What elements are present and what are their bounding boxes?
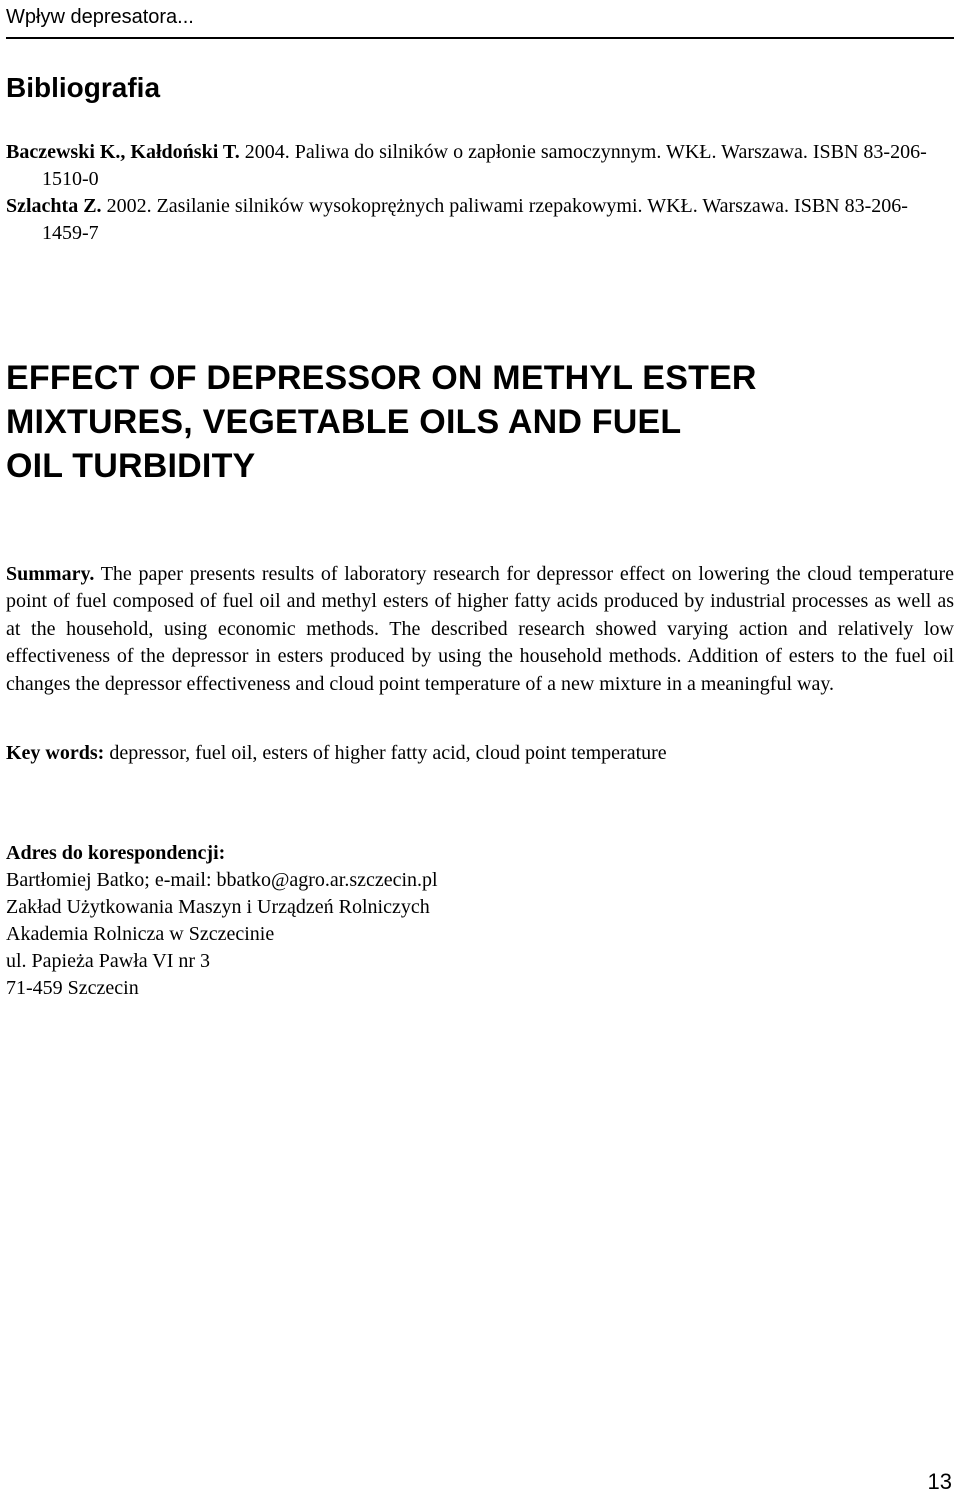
- correspondence-line: Zakład Użytkowania Maszyn i Urządzeń Rolniczych: [6, 896, 430, 918]
- correspondence-label: Adres do korespondencji:: [6, 842, 226, 864]
- bibliography-list: [6, 139, 954, 247]
- bibliography-details: 2004. Paliwa do silników o zapłonie samoczynnym. WKŁ. Warszawa. ISBN 83-206-1510-0: [42, 141, 927, 190]
- bibliography-entry: [6, 193, 954, 247]
- keywords-paragraph: [6, 740, 954, 767]
- correspondence-line: Akademia Rolnicza w Szczecinie: [6, 923, 275, 945]
- keywords-label: Key words:: [6, 742, 105, 764]
- keywords-text: depressor, fuel oil, esters of higher fatty acid, cloud point temperature: [109, 742, 667, 764]
- paper-title-line: OIL TURBIDITY: [6, 447, 256, 485]
- bibliography-authors: Szlachta Z.: [6, 195, 102, 217]
- summary-label: Summary.: [6, 563, 95, 585]
- bibliography-entry: [6, 139, 954, 193]
- bibliography-authors: Baczewski K., Kałdoński T.: [6, 141, 240, 163]
- paper-title-line: MIXTURES, VEGETABLE OILS AND FUEL: [6, 403, 682, 441]
- header-rule: [6, 37, 954, 39]
- running-header: Wpływ depresatora...: [6, 6, 194, 28]
- page-number: 13: [927, 1469, 952, 1494]
- bibliography-heading: Bibliografia: [6, 72, 161, 103]
- summary-paragraph: [6, 561, 954, 698]
- bibliography-details: 2002. Zasilanie silników wysokoprężnych paliwami rzepakowymi. WKŁ. Warszawa. ISBN 83-206-1459-7: [42, 195, 908, 244]
- summary-text: The paper presents results of laboratory research for depressor effect on lowering the cloud temperature point of fuel composed of fuel oil and methyl esters of higher fatty acids produced by industrial processes as well as at the household, using economic methods. The described research showed varying action and relatively low effectiveness of the depressor in esters produced by using the household methods. Addition of esters to the fuel oil changes the depressor effectiveness and cloud point temperature of a new mixture in a meaningful way.: [6, 563, 954, 695]
- correspondence-line: Bartłomiej Batko; e-mail: bbatko@agro.ar.szczecin.pl: [6, 869, 438, 891]
- correspondence-line: ul. Papieża Pawła VI nr 3: [6, 950, 211, 972]
- correspondence-line: 71-459 Szczecin: [6, 977, 139, 999]
- correspondence-address: [6, 840, 954, 1002]
- paper-title: [6, 356, 954, 488]
- paper-title-line: EFFECT OF DEPRESSOR ON METHYL ESTER: [6, 359, 757, 397]
